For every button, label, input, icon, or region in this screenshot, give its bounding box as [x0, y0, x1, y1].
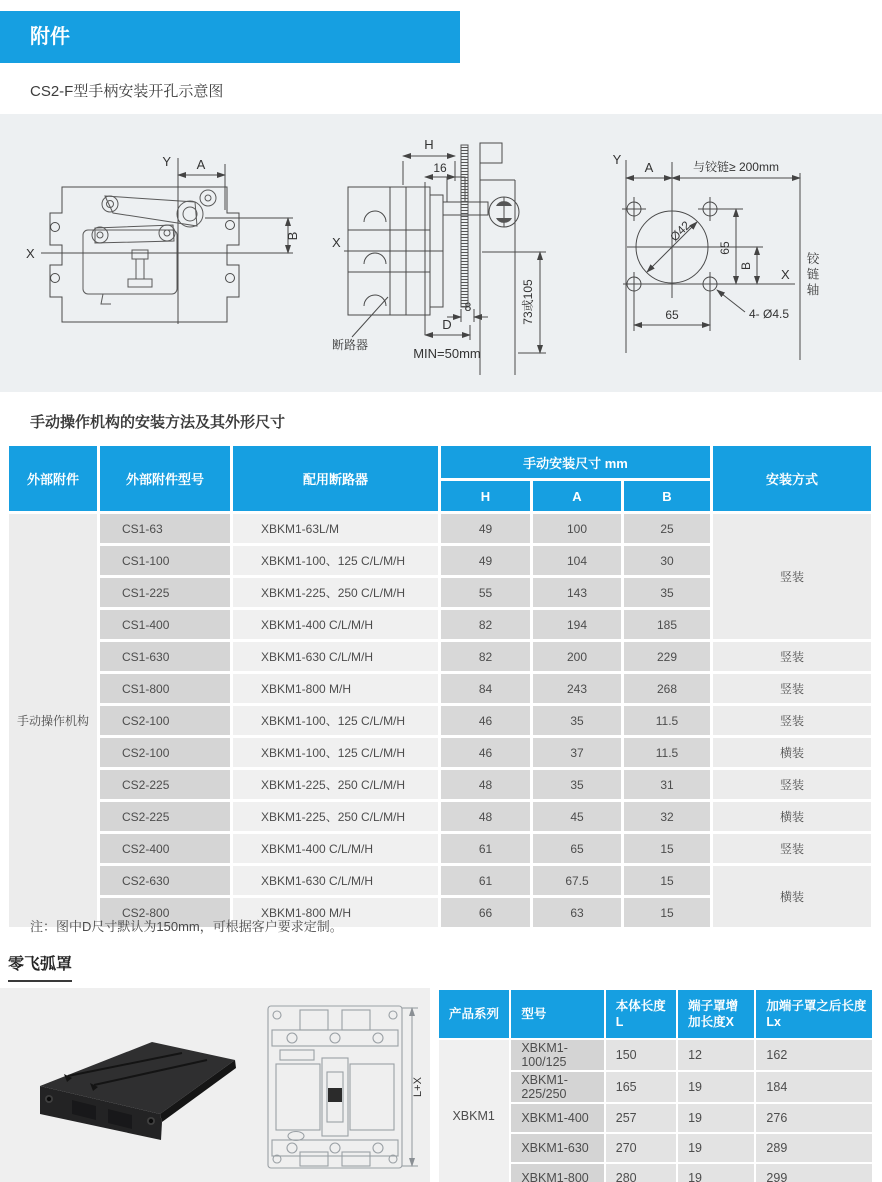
cell-h: 61 — [441, 834, 530, 863]
cell-breaker: XBKM1-225、250 C/L/M/H — [233, 770, 438, 799]
drill-pattern-diagram — [595, 148, 882, 398]
header-dim-a: A — [533, 481, 621, 511]
dim-b-label: B — [285, 231, 300, 241]
table-row — [9, 514, 871, 543]
length-dim-label: L+X — [412, 1077, 424, 1097]
cell-model: XBKM1-630 — [511, 1134, 603, 1162]
cell-a: 243 — [533, 674, 621, 703]
cell-b: 35 — [624, 578, 710, 607]
cell-mount: 横装 — [713, 738, 871, 767]
cell-a: 104 — [533, 546, 621, 575]
cell-a: 194 — [533, 610, 621, 639]
diameter-label: Ø42 — [667, 218, 694, 245]
cell-body-length: 165 — [606, 1072, 676, 1102]
cell-a: 35 — [533, 770, 621, 799]
axis-y-label: Y — [162, 154, 171, 169]
table-note: 注：图中D尺寸默认为150mm，可根据客户要求定制。 — [30, 919, 343, 934]
hinge-distance-label: 与铰链≥ 200mm — [693, 160, 779, 174]
cell-model: CS2-100 — [100, 738, 230, 767]
holes-callout-label: 4- Ø4.5 — [749, 307, 790, 321]
cell-mount: 横装 — [713, 802, 871, 831]
cell-model: CS2-225 — [100, 770, 230, 799]
cell-model: CS2-225 — [100, 802, 230, 831]
cell-model: CS2-630 — [100, 866, 230, 895]
cell-h: 55 — [441, 578, 530, 607]
cell-breaker: XBKM1-400 C/L/M/H — [233, 834, 438, 863]
cell-a: 200 — [533, 642, 621, 671]
section1-title: 手动操作机构的安装方法及其外形尺寸 — [30, 414, 286, 431]
dim-65h-label: 65 — [665, 308, 679, 322]
cell-total-length: 184 — [756, 1072, 872, 1102]
axis-y-label: Y — [612, 152, 622, 167]
cell-a: 37 — [533, 738, 621, 767]
side-mount-diagram — [330, 125, 592, 393]
table-row — [9, 674, 871, 703]
cell-h: 46 — [441, 706, 530, 735]
breaker-outline-drawing — [268, 1006, 418, 1168]
cell-model: CS1-630 — [100, 642, 230, 671]
cell-b: 15 — [624, 898, 710, 927]
table-header-row — [439, 990, 872, 1038]
header-external-accessory: 外部附件 — [9, 446, 97, 511]
cell-breaker: XBKM1-63L/M — [233, 514, 438, 543]
cell-a: 100 — [533, 514, 621, 543]
cell-mount: 横装 — [713, 866, 871, 927]
section2-title: 零飞弧罩 — [8, 951, 72, 982]
cell-b: 11.5 — [624, 706, 710, 735]
cell-model: CS1-100 — [100, 546, 230, 575]
table-row — [9, 770, 871, 799]
cell-model: XBKM1-400 — [511, 1104, 603, 1132]
cell-breaker: XBKM1-100、125 C/L/M/H — [233, 546, 438, 575]
cell-h: 46 — [441, 738, 530, 767]
cell-a: 35 — [533, 706, 621, 735]
dim-8-label: 8 — [464, 300, 472, 314]
header-mount-type: 安装方式 — [713, 446, 871, 511]
cell-total-length: 299 — [756, 1164, 872, 1182]
cell-total-length: 162 — [756, 1040, 872, 1070]
cell-b: 32 — [624, 802, 710, 831]
cell-breaker: XBKM1-800 M/H — [233, 898, 438, 927]
table-row — [9, 738, 871, 767]
header-added-length: 端子罩增加长度X — [678, 990, 754, 1038]
cell-breaker: XBKM1-400 C/L/M/H — [233, 610, 438, 639]
cell-body-length: 270 — [606, 1134, 676, 1162]
table-row — [9, 834, 871, 863]
cell-added-length: 19 — [678, 1104, 754, 1132]
cell-breaker: XBKM1-225、250 C/L/M/H — [233, 802, 438, 831]
cell-mount: 竖装 — [713, 642, 871, 671]
header-body-length: 本体长度L — [606, 990, 676, 1038]
cell-body-length: 280 — [606, 1164, 676, 1182]
cell-series: XBKM1 — [439, 1040, 509, 1182]
cell-a: 65 — [533, 834, 621, 863]
cell-b: 185 — [624, 610, 710, 639]
cell-mount: 竖装 — [713, 674, 871, 703]
dim-depth-label: 73或105 — [521, 279, 535, 325]
cell-added-length: 19 — [678, 1072, 754, 1102]
manual-mechanism-table — [6, 443, 874, 930]
cell-b: 31 — [624, 770, 710, 799]
cell-h: 49 — [441, 514, 530, 543]
cell-total-length: 289 — [756, 1134, 872, 1162]
cell-added-length: 19 — [678, 1134, 754, 1162]
cell-h: 61 — [441, 866, 530, 895]
cell-mount: 竖装 — [713, 834, 871, 863]
header-dim-h: H — [441, 481, 530, 511]
cell-b: 15 — [624, 866, 710, 895]
table-row — [9, 802, 871, 831]
banner-title: 附件 — [30, 26, 70, 48]
cell-body-length: 257 — [606, 1104, 676, 1132]
dim-65v-label: 65 — [718, 241, 732, 255]
cell-total-length: 276 — [756, 1104, 872, 1132]
cell-added-length: 19 — [678, 1164, 754, 1182]
dim-h-label: H — [424, 137, 434, 152]
cell-mount: 竖装 — [713, 770, 871, 799]
breaker-callout-label: 断路器 — [332, 338, 369, 352]
header-accessory-model: 外部附件型号 — [100, 446, 230, 511]
cell-a: 67.5 — [533, 866, 621, 895]
arc-cover-photo — [40, 1042, 236, 1140]
cell-model: CS1-63 — [100, 514, 230, 543]
cell-model: CS1-400 — [100, 610, 230, 639]
dim-d-label: D — [442, 317, 452, 332]
cell-a: 63 — [533, 898, 621, 927]
table-row — [439, 1040, 872, 1070]
cell-breaker: XBKM1-100、125 C/L/M/H — [233, 706, 438, 735]
drawing-subtitle: CS2-F型手柄安装开孔示意图 — [30, 83, 224, 100]
cell-model: CS2-800 — [100, 898, 230, 927]
cell-b: 30 — [624, 546, 710, 575]
cell-b: 229 — [624, 642, 710, 671]
cell-breaker: XBKM1-100、125 C/L/M/H — [233, 738, 438, 767]
axis-x-label: X — [26, 246, 35, 261]
cell-b: 15 — [624, 834, 710, 863]
dim-16-label: 16 — [433, 161, 447, 175]
cell-b: 25 — [624, 514, 710, 543]
arc-cover-table — [437, 988, 874, 1182]
cell-h: 48 — [441, 802, 530, 831]
header-matching-breaker: 配用断路器 — [233, 446, 438, 511]
cell-model: CS1-225 — [100, 578, 230, 607]
cell-a: 143 — [533, 578, 621, 607]
table-row — [9, 706, 871, 735]
cell-model: XBKM1-225/250 — [511, 1072, 603, 1102]
cell-a: 45 — [533, 802, 621, 831]
cell-h: 66 — [441, 898, 530, 927]
arc-cover-photo-and-drawing — [0, 988, 430, 1182]
arc-cover-panel — [0, 988, 430, 1182]
cell-breaker: XBKM1-630 C/L/M/H — [233, 866, 438, 895]
cell-model: CS2-400 — [100, 834, 230, 863]
dim-b-label: B — [739, 261, 753, 271]
table-header-row — [9, 446, 871, 478]
cell-body-length: 150 — [606, 1040, 676, 1070]
cell-breaker: XBKM1-225、250 C/L/M/H — [233, 578, 438, 607]
dim-a-label: A — [196, 157, 206, 172]
header-product-series: 产品系列 — [439, 990, 509, 1038]
cell-breaker: XBKM1-800 M/H — [233, 674, 438, 703]
cell-model: XBKM1-100/125 — [511, 1040, 603, 1070]
header-total-length: 加端子罩之后长度Lx — [756, 990, 872, 1038]
header-model: 型号 — [511, 990, 603, 1038]
axis-x-label: X — [781, 267, 790, 282]
dim-a-label: A — [644, 160, 654, 175]
cell-added-length: 12 — [678, 1040, 754, 1070]
cell-h: 48 — [441, 770, 530, 799]
min-distance-label: MIN=50mm — [413, 346, 481, 361]
axis-x-label: X — [332, 235, 341, 250]
table-row — [9, 866, 871, 895]
cell-h: 84 — [441, 674, 530, 703]
cell-category: 手动操作机构 — [9, 514, 97, 927]
cell-breaker: XBKM1-630 C/L/M/H — [233, 642, 438, 671]
header-dim-b: B — [624, 481, 710, 511]
cell-model: XBKM1-800 — [511, 1164, 603, 1182]
cell-b: 268 — [624, 674, 710, 703]
cell-mount: 竖装 — [713, 706, 871, 735]
cell-h: 49 — [441, 546, 530, 575]
cell-model: CS2-100 — [100, 706, 230, 735]
hinge-axis-label: 铰链轴 — [805, 252, 819, 299]
handle-mechanism-diagram — [25, 152, 305, 387]
cell-h: 82 — [441, 642, 530, 671]
header-manual-dims-group: 手动安装尺寸 mm — [441, 446, 710, 478]
technical-drawings-panel — [0, 114, 882, 392]
cell-b: 11.5 — [624, 738, 710, 767]
cell-model: CS1-800 — [100, 674, 230, 703]
section-banner — [0, 11, 460, 63]
table-row — [9, 642, 871, 671]
cell-mount: 竖装 — [713, 514, 871, 639]
cell-h: 82 — [441, 610, 530, 639]
